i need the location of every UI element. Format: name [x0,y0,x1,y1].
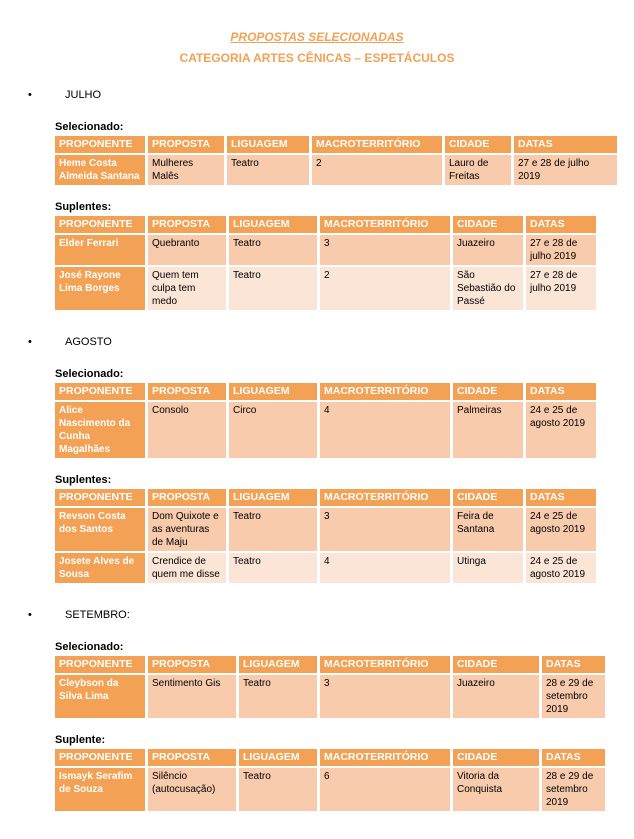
cell-macroterritorio: 2 [320,267,450,310]
cell-cidade: Utinga [453,553,523,583]
cell-liguagem: Teatro [229,508,317,551]
table-row [55,553,596,583]
cell-liguagem: Teatro [229,235,317,265]
bullet-icon: • [28,89,32,101]
cell-proposta: Dom Quixote e as aventuras de Maju [148,508,226,551]
month-label: AGOSTO [65,336,112,348]
column-header-proponente: PROPONENTE [55,383,145,400]
cell-proponente: Alice Nascimento da Cunha Magalhães [55,402,145,458]
month-bullet-item [28,609,634,621]
table-label: Suplentes: [55,474,112,486]
column-header-macroterritorio: MACROTERRITÓRIO [320,216,450,233]
cell-liguagem: Teatro [229,553,317,583]
header-row [55,383,596,400]
proposals-table [52,747,608,813]
header-row [55,136,617,153]
cell-liguagem: Circo [229,402,317,458]
table-row [55,675,605,718]
cell-proponente: Cleybson da Silva Lima [55,675,145,718]
cell-macroterritorio: 3 [320,508,450,551]
cell-datas: 24 e 25 de agosto 2019 [526,402,596,458]
page-title: PROPOSTAS SELECIONADAS [230,30,404,44]
cell-proponente: Josete Alves de Sousa [55,553,145,583]
cell-cidade: São Sebastião do Passé [453,267,523,310]
proposals-table [52,654,608,720]
column-header-cidade: CIDADE [445,136,511,153]
cell-proponente: José Rayone Lima Borges [55,267,145,310]
column-header-datas: DATAS [526,489,596,506]
column-header-liguagem: LIGUAGEM [229,489,317,506]
cell-datas: 27 e 28 de julho 2019 [526,235,596,265]
cell-datas: 24 e 25 de agosto 2019 [526,553,596,583]
cell-cidade: Juazeiro [453,235,523,265]
column-header-datas: DATAS [542,749,605,766]
table-row [55,402,596,458]
column-header-datas: DATAS [542,656,605,673]
cell-proposta: Mulheres Malês [148,155,224,185]
column-header-datas: DATAS [526,216,596,233]
column-header-liguagem: LIGUAGEM [229,383,317,400]
column-header-proposta: PROPOSTA [148,136,224,153]
cell-cidade: Feira de Santana [453,508,523,551]
cell-liguagem: Teatro [229,267,317,310]
cell-proposta: Consolo [148,402,226,458]
cell-proposta: Silêncio (autocusação) [148,768,236,811]
cell-proposta: Crendice de quem me disse [148,553,226,583]
column-header-proposta: PROPOSTA [148,489,226,506]
cell-macroterritorio: 4 [320,553,450,583]
column-header-macroterritorio: MACROTERRITÓRIO [320,383,450,400]
cell-proponente: Elder Ferrari [55,235,145,265]
header-row [55,216,596,233]
column-header-proposta: PROPOSTA [148,383,226,400]
bullet-icon: • [28,609,32,621]
cell-datas: 27 e 28 de julho 2019 [526,267,596,310]
column-header-proposta: PROPOSTA [148,216,226,233]
month-bullet-item [28,89,634,101]
column-header-cidade: CIDADE [453,749,539,766]
month-label: JULHO [65,89,102,101]
column-header-cidade: CIDADE [453,216,523,233]
proposals-table [52,381,599,460]
cell-proponente: Heme Costa Almeida Santana [55,155,145,185]
column-header-macroterritorio: MACROTERRITÓRIO [320,489,450,506]
cell-cidade: Vitoria da Conquista [453,768,539,811]
column-header-liguagem: LIGUAGEM [227,136,309,153]
cell-datas: 24 e 25 de agosto 2019 [526,508,596,551]
header-row [55,749,605,766]
column-header-liguagem: LIGUAGEM [239,749,317,766]
cell-liguagem: Teatro [227,155,309,185]
table-label: Selecionado: [55,641,124,653]
column-header-proponente: PROPONENTE [55,489,145,506]
table-label: Suplente: [55,734,106,746]
column-header-cidade: CIDADE [453,383,523,400]
column-header-proposta: PROPOSTA [148,749,236,766]
column-header-cidade: CIDADE [453,656,539,673]
cell-proponente: Revson Costa dos Santos [55,508,145,551]
column-header-proponente: PROPONENTE [55,216,145,233]
table-row [55,235,596,265]
table-label: Suplentes: [55,201,112,213]
table-label: Selecionado: [55,368,124,380]
column-header-datas: DATAS [514,136,617,153]
cell-proposta: Sentimento Gis [148,675,236,718]
page-subtitle: CATEGORIA ARTES CÊNICAS – ESPETÁCULOS [179,51,455,65]
cell-datas: 28 e 29 de setembro 2019 [542,768,605,811]
month-bullet-item [28,336,634,348]
table-row [55,155,617,185]
header-row [55,489,596,506]
column-header-liguagem: LIGUAGEM [229,216,317,233]
cell-datas: 27 e 28 de julho 2019 [514,155,617,185]
cell-macroterritorio: 6 [320,768,450,811]
column-header-cidade: CIDADE [453,489,523,506]
column-header-proposta: PROPOSTA [148,656,236,673]
cell-liguagem: Teatro [239,675,317,718]
cell-datas: 28 e 29 de setembro 2019 [542,675,605,718]
column-header-macroterritorio: MACROTERRITÓRIO [320,656,450,673]
cell-macroterritorio: 4 [320,402,450,458]
column-header-proponente: PROPONENTE [55,749,145,766]
table-row [55,508,596,551]
cell-cidade: Juazeiro [453,675,539,718]
cell-proposta: Quebranto [148,235,226,265]
header-row [55,656,605,673]
proposals-table [52,214,599,312]
month-label: SETEMBRO: [65,609,130,621]
cell-macroterritorio: 3 [320,235,450,265]
proposals-table [52,134,620,187]
proposals-table [52,487,599,585]
cell-macroterritorio: 3 [320,675,450,718]
table-row [55,267,596,310]
cell-proponente: Ismayk Serafim de Souza [55,768,145,811]
cell-cidade: Lauro de Freitas [445,155,511,185]
cell-proposta: Quem tem culpa tem medo [148,267,226,310]
cell-liguagem: Teatro [239,768,317,811]
sections-root [0,89,634,813]
column-header-macroterritorio: MACROTERRITÓRIO [312,136,442,153]
bullet-icon: • [28,336,32,348]
table-label: Selecionado: [55,121,124,133]
column-header-datas: DATAS [526,383,596,400]
column-header-liguagem: LIGUAGEM [239,656,317,673]
column-header-proponente: PROPONENTE [55,136,145,153]
cell-cidade: Palmeiras [453,402,523,458]
table-row [55,768,605,811]
column-header-macroterritorio: MACROTERRITÓRIO [320,749,450,766]
column-header-proponente: PROPONENTE [55,656,145,673]
cell-macroterritorio: 2 [312,155,442,185]
